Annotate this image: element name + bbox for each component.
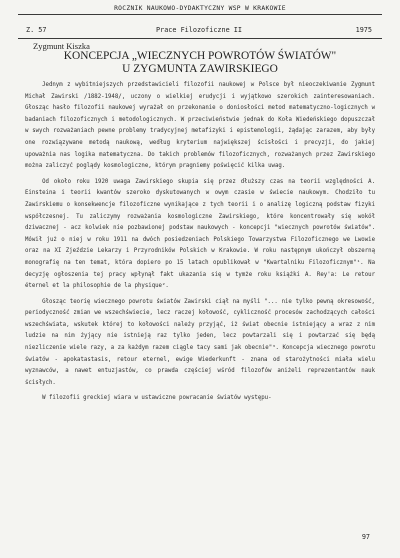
paragraph: Jednym z wybitniejszych przedstawicieli filozofii naukowej w Polsce był nieoczekiwanie Zygmunt Michał Zawirski /1882-1948/, uczony o wielkiej erudycji i wyjątkowo szerokich zainteresowaniach. Głosząc hasło filozofii naukowej wyrażał on przekonanie o doniosłości metod matematyczno-logicznych w badaniach filozoficznych i metodologicznych. W przeciwieństwie jednak do Koła Wiedeńskiego dopuszczał w swych rozważaniach pewne problemy tradycyjnej metafizyki i epistemologii, żądając zarazem, aby były one rozwiązywane metodą naukową, według kryterium największej ścisłości i precyzji, do jakiej upoważnia nas logika matematyczna. Do takich problemów filozoficznych, rozważanych przez Zawirskiego można zaliczyć poglądy kosmologiczne, którym pragniemy poświęcić kilka uwag. (25, 82, 375, 170)
article-body (25, 80, 375, 409)
title-line-1: KONCEPCJA „WIECZNYCH POWROTÓW ŚWIATÓW" (63, 50, 337, 62)
paragraph: Od około roku 1920 uwaga Zawirskiego skupia się przez dłuższy czas na teorii względności A. Einsteina i teorii kwantów szeroko dyskutowanych w owym czasie w świecie naukowym. Chodziło tu Zawirskiemu o konsekwencje filozoficzne wynikające z tych teorii i o analizę logiczną podstaw fizyki współczesnej. Tu zaliczymy rozważania kosmologiczne Zawirskiego, które koncentrowały się wokół dziwacznej - acz kolwiek nie pozbawionej podstaw naukowych - koncepcji "wiecznych powrotów światów". Mówił już o niej w roku 1911 na dwóch posiedzeniach Polskiego Towarzystwa Filozoficznego we Lwowie oraz na XI Zjeździe Lekarzy i Przyrodników Polskich w Krakowie. W roku następnym ukończył obszerną monografię na ten temat, która dopiero po 15 latach opublikował w "Kwartalniku Filozoficznym"¹. Na decyzję ogłoszenia tej pracy wpłynął fakt ukazania się w tymże roku książki A. Rey'a: Le retour éternel et la philosophie de la physique². (25, 178, 375, 290)
title-line-2: U ZYGMUNTA ZAWIRSKIEGO (122, 63, 278, 75)
paragraph: Głosząc teorię wiecznego powrotu światów Zawirski ciął na myśli "... nie tylko pewną okresowość, periodyczność zmian we wszechświecie, lecz raczej kołowość, cykliczność procesów zachodzących całości wszechświata, wskutek której to kołowości należy przyjąć, iż świat obecnie istniejący a wraz z nim ludzie na nim żyjący nie istnieją raz tylko jeden, lecz powtarzali się i powtarzać się będą niezliczenie wiele razy, a za każdym razem ciągle tacy sami jak obecnie"³. Koncepcja wiecznego powrotu światów - apokatastasis, retour eternel, ewige Wiederkunft - znana od starożytności miała wielu wyznawców, a nawet entuzjastów, co prawda częściej wśród filozofów aniżeli reprezentantów nauk ścisłych. (25, 298, 375, 386)
article-title (20, 50, 380, 76)
header-top-rule (18, 14, 382, 15)
issue-number: Z. 57 (26, 26, 47, 34)
header-bottom-rule (18, 38, 382, 39)
meta-row (26, 26, 372, 35)
series-name: Prace Filozoficzne II (156, 26, 242, 34)
journal-header: ROCZNIK NAUKOWO-DYDAKTYCZNY WSP W KRAKOWIE (114, 5, 286, 12)
page-number: 97 (361, 533, 370, 541)
author-name: Zygmunt Kiszka (33, 41, 90, 51)
paragraph: W filozofii greckiej wiara w ustawiczne powracanie światów występu- (42, 395, 272, 402)
publication-year: 1975 (355, 26, 372, 34)
